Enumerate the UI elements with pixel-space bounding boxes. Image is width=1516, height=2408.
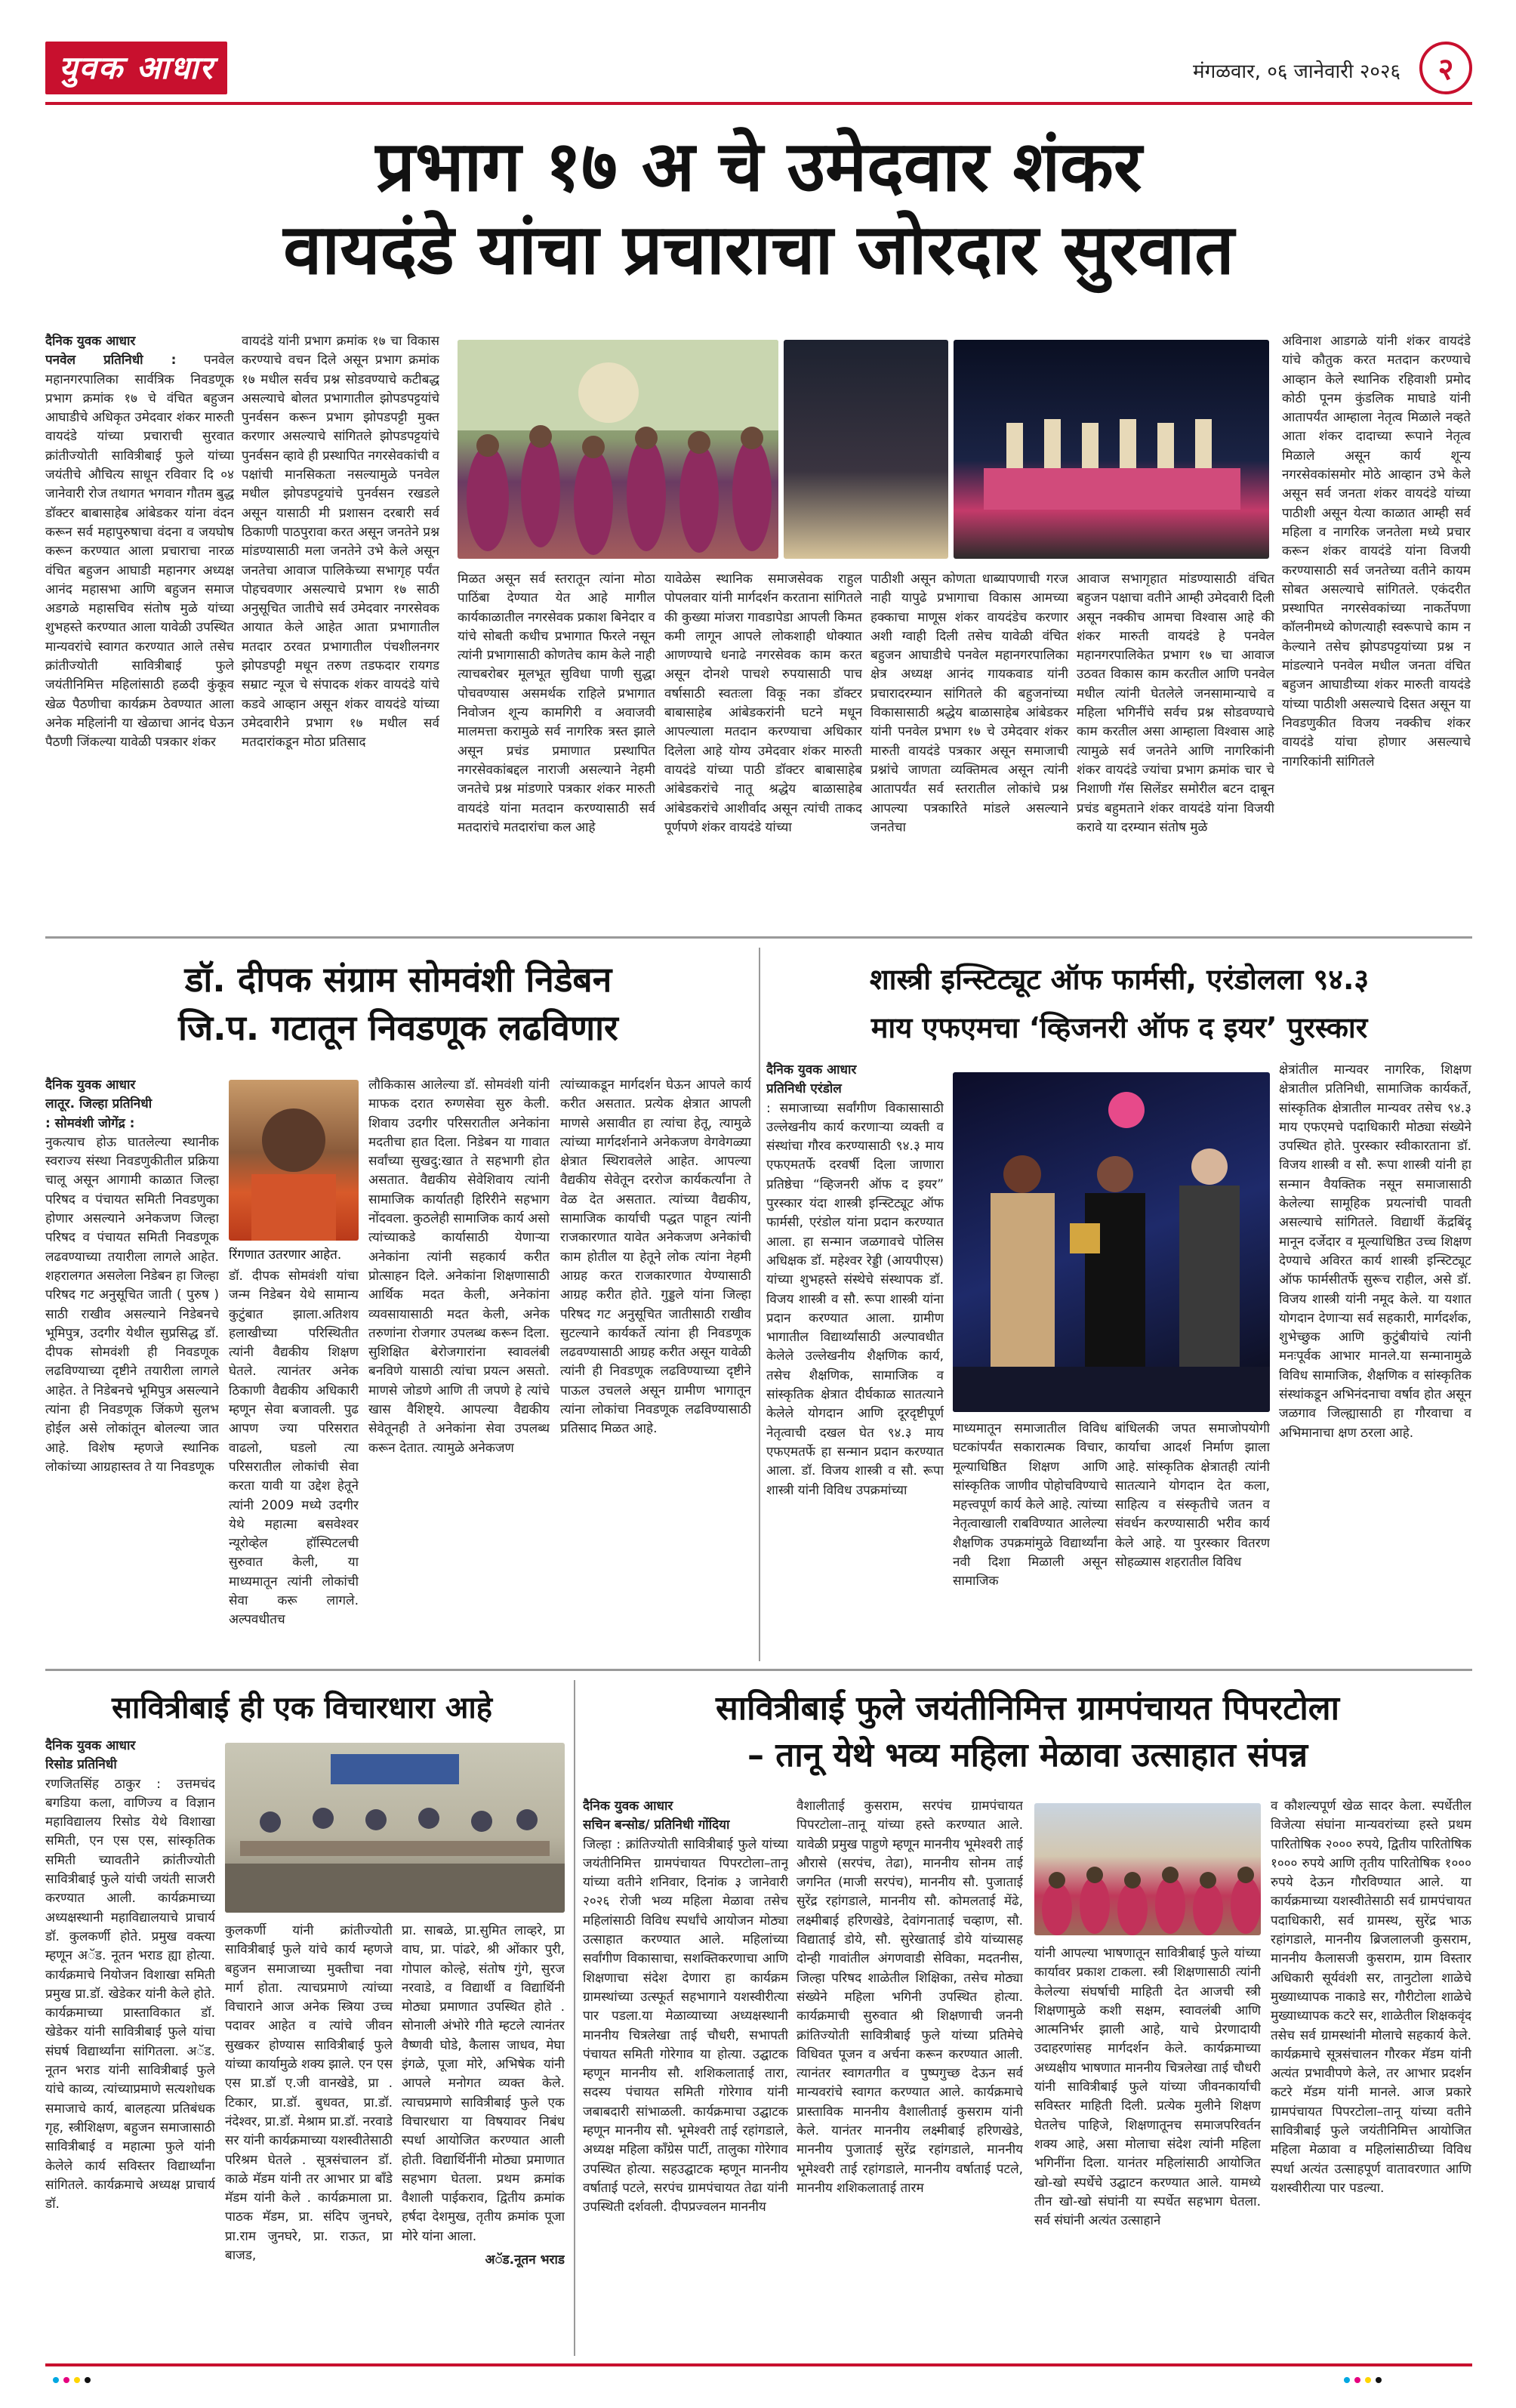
award-illustration: [953, 1072, 1270, 1412]
page-number: २: [1419, 42, 1472, 94]
color-registration-marks: [53, 2377, 143, 2388]
story2-col1-text: नुकत्याच होऊ घातलेल्या स्थानीक स्वराज्य संस्था निवडणुकीतील प्रक्रिया चालू असून आगामी काळात जिल्हा परिषद व पंचायत समिती निवडणुका होणार असल्याने अनेकजण जिल्हा परिषद व पंचायत समिती निवडणूक लढवण्याच्या तयारीला लागले आहेत. शहरालगत असलेला निडेबन हा जिल्हा परिषद गट अनुसूचित जाती ( पुरुष ) साठी राखीव असल्याने निडेबनचे भूमिपुत्र, उदगीर येथील सुप्रसिद्ध डॉ. दीपक सोमवंशी ही निवडणूक लढविण्याच्या दृष्टीने तयारीला लागले आहेत. ते निडेबनचे भूमिपुत्र असल्याने त्यांना ही निवडणूक जिंकणे सुलभ होईल असे लोकांतून बोलल्या जात आहे. विशेष म्हणजे स्थानिक लोकांच्या आग्रहास्तव ते या निवडणूक: [45, 1134, 219, 1475]
story2-reporter: : सोमवंशी जोगेंद्र :: [45, 1115, 135, 1131]
story3-byline: दैनिक युवक आधार: [766, 1062, 857, 1078]
story1-column-5: पाठीशी असून कोणता धाब्यापणाची गरज नाही यापुढे प्रभागाचा विकास आमच्या हक्काचा माणूस शंकर वायदंडेच करणार अशी ग्वाही दिली तसेच यावेळी वंचित बहुजन आघाडीचे पनवेल महानगरपालिका क्षेत्र अध्यक्ष आनंद गायकवाड यांनी प्रचारादरम्यान सांगितले की बहुजनांच्या विकासासाठी श्रद्धेय बाळासाहेब आंबेडकर यांनी पनवेल प्रभाग १७ चे उमेदवार शंकर मारुती वायदंडे पत्रकार असून समाजाची प्रश्नांचे जाणता व्यक्तिमत्व असून त्यांनी आतापर्यंत सर्व स्तरातील लोकांचे प्रश्न आपल्या पत्रकारिते मांडले असल्याने जनतेचा: [870, 572, 1068, 835]
story1-photo-women-gathering: [458, 340, 778, 559]
story5-column-1: [583, 1797, 788, 2352]
story2-headline-line2: जि.प. गटातून निवडणूक लढविणार: [178, 1007, 618, 1048]
story3-column-2: माध्यमातून समाजातील विविध घटकांपर्यंत सकारात्मक विचार, मूल्याधिष्ठित शिक्षण आणि सांस्कृतिक जाणीव पोहोचविण्याचे महत्त्वपूर्ण कार्य केले आहे. त्यांच्या नेतृत्वाखाली राबविण्यात आलेल्या शैक्षणिक उपक्रमांमुळे विद्यार्थ्यांना नवी दिशा मिळाली असून सामाजिक: [953, 1421, 1108, 1589]
story4-dateline: रिसोड प्रतिनिधी: [45, 1757, 117, 1773]
story3-photo-award-ceremony: [953, 1072, 1270, 1412]
story2-headline: [45, 955, 751, 1052]
footer-rule: [45, 2363, 1472, 2366]
vertical-divider-2: [574, 1680, 575, 2356]
story5-headline-line2: – तानू येथे भव्य महिला मेळावा उत्साहात संपन्न: [747, 1736, 1308, 1774]
story1-byline: दैनिक युवक आधार: [45, 334, 136, 349]
section-divider-2: [45, 1669, 1472, 1671]
color-registration-marks-right: [1344, 2377, 1434, 2388]
women-group-illustration: [458, 340, 778, 559]
portrait-illustration: [229, 1080, 359, 1241]
story2-column-2: डॉ. दीपक सोमवंशी यांचा जन्म निडेबन येथे सामान्य कुटुंबात झाला.अतिशय हलाखीच्या परिस्थितीत त्यांनी वैद्यकीय शिक्षण घेतले. त्यानंतर अनेक ठिकाणी वैद्यकीय अधिकारी म्हणून सेवा बजावली. पुढ आपण ज्या परिसरात वाढलो, घडलो त्या परिसरातील लोकांची सेवा करता यावी या उद्देश हेतूने त्यांनी 2009 मध्ये उदगीर येथे महात्मा बसवेश्वर न्यूरोव्हेल हॉस्पिटलची सुरुवात केली, या माध्यमातून त्यांनी लोकांची सेवा करू लागले. अल्पवधीतच: [229, 1269, 359, 1628]
story5-column-2: वैशालीताई कुसराम, सरपंच ग्रामपंचायत पिपरटोला–तानू यांच्या हस्ते करण्यात आले. यावेळी प्रमुख पाहुणे म्हणून माननीय भूमेश्वरी ताई औरासे (सरपंच, तेढा), माननीय सोनम ताई जगनित (माजी सरपंच), माननीय सौ. पुजाताई सुरेंद्र रहांगडाले, माननीय सौ. कोमलताई मेंढे, लक्ष्मीबाई हरिणखेडे, देवांगनाताई चव्हाण, सौ. विद्याताई डोये, सौ. सुरेखाताई डोये यांच्यासह दोन्ही गावांतील अंगणवाडी सेविका, मदतनीस, जिल्हा परिषद शाळेतील शिक्षिका, तसेच मोठ्या संख्येने महिला भगिनी उपस्थित होत्या. कार्यक्रमाची सुरुवात श्री शिक्षणाची जननी क्रांतिज्योती सावित्रीबाई फुले यांच्या प्रतिमेचे विधिवत पूजन व अर्चना करून करण्यात आली. त्यानंतर स्वागतगीत व पुष्पगुच्छ देऊन सर्व मान्यवरांचे स्वागत करण्यात आले. कार्यक्रमाचे प्रास्ताविक माननीय वैशालीताई कुसराम यांनी केले. यानंतर माननीय लक्ष्मीबाई हरिणखेडे, माननीय पुजाताई सुरेंद्र रहांगडाले, माननीय भूमेश्वरी ताई रहांगडाले, माननीय वर्षाताई पटले, माननीय शशिकलाताई तारम: [797, 1799, 1023, 2196]
story2-dateline: लातूर. जिल्हा प्रतिनिधी: [45, 1096, 153, 1112]
story5-photo-women-gathering: [1034, 1803, 1261, 1935]
women-meeting-illustration: [1034, 1803, 1261, 1935]
story5-headline-line1: सावित्रीबाई फुले जयंतीनिमित्त ग्रामपंचायत पिपरटोला: [715, 1689, 1340, 1728]
story4-col3-text: प्रा. साबळे, प्रा.सुमित लाव्हरे, प्रा वाघ, प्रा. पांढरे, श्री ओंकार पुरी, गोपाल कोल्हे, संतोष गुंगे, सुरज नरवाडे, व विद्यार्थी व विद्यार्थिनी मोठ्या प्रमाणात उपस्थित होते . सोनाली अंभोरे गीते म्हटले त्यानंतर वैष्णवी घोडे, कैलास जाधव, मेघा इंगळे, पूजा मोरे, अभिषेक यांनी आपले मनोगत व्यक्त केले. त्याचप्रमाणे सावित्रीबाई फुले एक विचारधारा या विषयावर निबंध स्पर्धा आयोजित करण्यात आली होती. विद्यार्थिनींनी मोठ्या प्रमाणात सहभाग घेतला. प्रथम क्रमांक वैशाली पाईकराव, द्वितीय क्रमांक हर्षदा देशमुख, तृतीय क्रमांक पूजा मोरे यांना आला.: [402, 1923, 565, 2244]
story1-headline: [45, 125, 1472, 291]
story1-col1-text: पनवेल महानगरपालिका सार्वत्रिक निवडणूक प्रभाग क्रमांक १७ चे वंचित बहुजन आघाडीचे अधिकृत उमेदवार शंकर मारुती वायदंडे यांच्या प्रचाराची सुरवात क्रांतीज्योती सावित्रीबाई फुले यांच्या जयंतीचे औचित्य साधून रविवार दि ०४ जानेवारी रोज तथागत भगवान गौतम बुद्ध डॉक्टर बाबासाहेब आंबेडकर यांना वंदन करून सर्व महापुरुषाचा वंदना व जयघोष करून करण्यात आला प्रचाराचा नारळ वंचित बहुजन आघाडी महानगर अध्यक्ष आनंद महासभा आणि बहुजन समाज अडगळे महासचिव संतोष मुळे यांच्या शुभहस्ते करण्यात आला यावेळी उपस्थित मान्यवरांचे स्वागत करण्यात आले तसेच क्रांतीज्योती सावित्रीबाई फुले जयंतीनिमित्त महिलांसाठी हळदी कुंकूव खेळ पैठणीचा कार्यक्रम ठेवण्यात आला अनेक महिलांनी या खेळाचा आनंद घेऊन पैठणी जिंकल्या यावेळी पत्रकार शंकर: [45, 353, 234, 751]
story1-column-3: मिळत असून सर्व स्तरातून त्यांना मोठा पाठिंबा देण्यात येत आहे मागील कार्यकाळातील नगरसेवक प्रकाश बिनेदार व यांचे सोबती कधीच प्रभागात फिरले नसून त्यांनी प्रभागासाठी कोणतेच काम केले नाही त्याचबरोबर मूलभूत सुविधा पाणी सुद्धा पोचवण्यास असमर्थक राहिले प्रभागात निवोजन शून्य कामगिरी व अवाजवी मालमत्ता करामुळे सर्व नागरिक त्रस्त झाले असून प्रचंड प्रमाणात प्रस्थापित नगरसेवकांबद्दल नाराजी असल्याने नेहमी जनतेचे प्रश्न मांडणारे पत्रकार शंकर मारुती वायदंडे यांना मतदान करण्यासाठी सर्व मतदारांचे मतदारांचा कल आहे: [458, 572, 655, 835]
story1-column-2: वायदंडे यांनी प्रभाग क्रमांक १७ चा विकास करण्याचे वचन दिले असून प्रभाग क्रमांक १७ मधील सर्वच प्रश्न सोडवण्याचे कटीबद्ध असल्याचे बोलत प्रभागातील झोपडपट्टयांचे पुनर्वसन करून प्रभाग झोपडपट्टी मुक्त करणार असल्याचे सांगितले झोपडपट्टयांचे पुनर्वसन व्हावे ही प्रस्थापित नगरसेवकांची व पक्षांची मानसिकता नसल्यामुळे पनवेल मधील झोपडपट्टयांचे पुनर्वसन रखडले असून यासाठी मी प्रशासन दरबारी सर्व ठिकाणी पाठपुरावा करत असून जनतेने प्रश्न मांडण्यासाठी मला जनतेने उभे केले असून जनतेचा आवाज पालिकेच्या सभागृह पर्यंत पोहचवणार असल्याचे प्रभाग १७ साठी अनुसूचित जातीचे सर्व उमेदवार नगरसेवक आयात केले आहेत आता प्रभागातील मतदार ठरवत प्रभागातील पंचशीलनगर झोपडपट्टी मधून तरुण तडफदार रायगड सम्राट न्यूज चे संपादक शंकर वायदंडे यांचे कडवे आव्हान असून शंकर वायदंडे यांच्या उमेदवारीने प्रभाग १७ मधील सर्व मतदारांकडून मोठा प्रतिसाद: [242, 334, 439, 751]
story4-col1-text: रणजितसिंह ठाकुर : उत्तमचंद बगडिया कला, वाणिज्य व विज्ञान महाविद्यालय रिसोड येथे विशाखा समिती, एन एस एस, सांस्कृतिक समिती च्यावतीने क्रांतीज्योती सावित्रीबाई फुले यांची जयंती साजरी करण्यात आली. कार्यक्रमाच्या अध्यक्षस्थानी महाविद्यालयाचे प्राचार्य डॉ. कुलकर्णी होते. प्रमुख वक्त्या म्हणून अॅड. नूतन भराड ह्या होत्या. कार्यक्रमाचे नियोजन विशाखा समिती प्रमुख प्रा.डॉ. खेडेकर यांनी केले होते. कार्यक्रमाच्या प्रास्ताविकात डॉ. खेडेकर यांनी सावित्रीबाई फुले यांचा संघर्ष विद्यार्थ्यांना सांगितला. अॅड. नूतन भराड यांनी सावित्रीबाई फुले यांचे काव्य, त्यांच्याप्रमाणे सत्यशोधक समाजाचे कार्य, बालहत्या प्रतिबंधक गृह, स्त्रीशिक्षण, बहुजन समाजासाठी सावित्रीबाई व महात्मा फुले यांनी केलेले कार्य सविस्तर विद्यार्थ्यांना सांगितले. कार्यक्रमाचे अध्यक्ष प्राचार्य डॉ.: [45, 1776, 215, 2212]
story2-column-1: [45, 1076, 219, 1661]
story1-headline-line2: वायदंडे यांचा प्रचाराचा जोरदार सुरवात: [283, 208, 1234, 290]
story3-column-4: क्षेत्रांतील मान्यवर नागरिक, शिक्षण क्षेत्रातील प्रतिनिधी, सामाजिक कार्यकर्ते, सांस्कृतिक क्षेत्रातील मान्यवर तसेच ९४.३ माय एफएमचे पदाधिकारी मोठ्या संख्येने उपस्थित होते. पुरस्कार स्वीकारताना डॉ. विजय शास्त्री व सौ. रूपा शास्त्री यांनी हा सन्मान वैयक्तिक नसून समाजासाठी केलेल्या सामूहिक प्रयत्नांची पावती असल्याचे सांगितले. विद्यार्थी केंद्रबिंदू मानून दर्जेदार व मूल्याधिष्ठित उच्च शिक्षण देण्याचे अविरत कार्य शास्त्री इन्स्टिट्यूट ऑफ फार्मसीतर्फे सुरूच राहील, असे डॉ. विजय शास्त्री यांनी नमूद केले. या यशात योगदान देणाऱ्या सर्व सहकारी, मार्गदर्शक, शुभेच्छुक आणि कुटुंबीयांचे त्यांनी मनःपूर्वक आभार मानले.या सन्मानामुळे विविध सामाजिक, शैक्षणिक व सांस्कृतिक संस्थांकडून अभिनंदनाचा वर्षाव होत असून जळगाव जिल्ह्यासाठी हा गौरवाचा व अभिमानाचा क्षण ठरला आहे.: [1279, 1062, 1471, 1441]
story3-headline-line1: शास्त्री इन्स्टिट्यूट ऑफ फार्मसी, एरंडोलला ९४.३: [869, 963, 1370, 996]
story2-column-3: लौकिकास आलेल्या डॉ. सोमवंशी यांनी माफक दरात रुग्णसेवा सुरु केली. शिवाय उदगीर परिसरातील अनेकांना मदतीचा हात दिला. निडेबन या गावात सर्वांच्या सुखदु:खात ते सहभागी होत असतात. वैद्यकीय सेवेशिवाय त्यांनी सामाजिक कार्यातही हिरिरीने सहभाग नोंदवला. कुठलेही सामाजिक कार्य असो त्यांच्याकडे कार्यासाठी येणाऱ्या अनेकांना त्यांनी सहकार्य करीत प्रोत्साहन दिले. अनेकांना शिक्षणासाठी आर्थिक मदत केली, अनेकांना व्यवसायासाठी मदत केली, अनेक तरुणांना रोजगार उपलब्ध करून दिला. सुशिक्षित बेरोजगारांना स्वावलंबी बनविणे यासाठी त्यांचा प्रयत्न असतो. माणसे जोडणे आणि ती जपणे हे त्यांचे खास वैशिष्ट्ये. आपल्या वैद्यकीय सेवेतूनही ते अनेकांना सेवा उपलब्ध करून देतात. त्यामुळे अनेकजण: [368, 1078, 550, 1456]
story2-portrait-photo: [229, 1080, 359, 1241]
newspaper-logo: युवक आधार: [45, 42, 227, 94]
story1-dateline: पनवेल प्रतिनिधी :: [45, 353, 177, 368]
story3-headline-line2: माय एफएमचा ‘व्हिजनरी ऑफ द इयर’ पुरस्कार: [870, 1011, 1368, 1044]
story4-signature: अॅड.नूतन भराड: [485, 2252, 565, 2268]
story1-photo-night-crowd: [784, 340, 948, 559]
story3-column-1: [766, 1061, 944, 1661]
issue-date: मंगळवार, ०६ जानेवारी २०२६: [1193, 60, 1400, 83]
story2-column-4: त्यांच्याकडून मार्गदर्शन घेऊन आपले कार्य करीत असतात. प्रत्येक क्षेत्रात आपली माणसे असावीत हा त्यांचा हेतू, त्यामुळे त्यांच्या मार्गदर्शनाने अनेकजण वेगवेगळ्या क्षेत्रात स्थिरावलेले आहेत. आपल्या वैद्यकीय सेवेतून दररोज कार्यकर्त्यांना ते वेळ देत असतात. त्यांच्या वैद्यकीय, सामाजिक कार्याची पद्धत पाहून त्यांनी राजकारणात यावेत अनेकजण अनेकांची काम होतील या हेतूने लोक त्यांना नेहमी आग्रह करत राजकारणात येण्यासाठी आग्रह करीत होते. गुड्डले यांना जिल्हा परिषद गट अनुसूचित जातीसाठी राखीव सुटल्याने कार्यकर्ते त्यांना ही निवडणूक लढवण्यासाठी आग्रह करीत असून यावेळी त्यांनी ही निवडणूक लढविण्याच्या दृष्टीने पाऊल उचलले असून ग्रामीण भागातून त्यांना लोकांचा निवडणूक लढविण्यासाठी प्रतिसाद मिळत आहे.: [560, 1078, 751, 1437]
story1-photo-stage-event: [954, 340, 1269, 559]
story3-column-3: बांधिलकी जपत समाजोपयोगी कार्याचा आदर्श निर्माण झाला आहे. सांस्कृतिक क्षेत्रातही त्यांनी सातत्याने योगदान देत कला, साहित्य व संस्कृतीचे जतन व संवर्धन करण्यासाठी भरीव कार्य केले आहे. या पुरस्कार वितरण सोहळ्यास शहरातील विविध: [1115, 1421, 1270, 1571]
story5-dateline: सचिन बन्सोड/ प्रतिनिधी गोंदिया: [583, 1818, 730, 1833]
story3-col1-text: : समाजाच्या सर्वांगीण विकासासाठी उल्लेखनीय कार्य करणाऱ्या व्यक्ती व संस्थांचा गौरव करण्यासाठी ९४.३ माय एफएमतर्फे दरवर्षी दिला जाणारा प्रतिष्ठेचा “व्हिजनरी ऑफ द इयर” पुरस्कार यंदा शास्त्री इन्स्टिट्यूट ऑफ फार्मसी, एरंडोल यांना प्रदान करण्यात आला. हा सन्मान जळगावचे पोलिस अधिक्षक डॉ. महेश्वर रेड्डी (आयपीएस) यांच्या शुभहस्ते संस्थेचे संस्थापक डॉ. विजय शास्त्री व सौ. रूपा शास्त्री यांना प्रदान करण्यात आला. ग्रामीण भागातील विद्यार्थ्यांसाठी अल्पावधीत केलेले उल्लेखनीय शैक्षणिक कार्य, तसेच शैक्षणिक, सामाजिक व सांस्कृतिक क्षेत्रात दीर्घकाळ सातत्याने केलेले योगदान आणि दूरदृष्टीपूर्ण नेतृत्वाची दखल घेत ९४.३ माय एफएमतर्फे हा सन्मान प्रदान करण्यात आला. डॉ. विजय शास्त्री व सौ. रूपा शास्त्री यांनी विविध उपक्रमांच्या: [766, 1100, 944, 1498]
section-divider: [45, 936, 1472, 939]
college-event-illustration: [225, 1743, 565, 1913]
story5-column-3: यांनी आपल्या भाषणातून सावित्रीबाई फुले यांच्या कार्यावर प्रकाश टाकला. स्त्री शिक्षणासाठी त्यांनी केलेल्या संघर्षाची माहिती देत आजची स्त्री शिक्षणामुळे कशी सक्षम, स्वावलंबी आणि आत्मनिर्भर झाली आहे, याचे प्रेरणादायी उदाहरणांसह मार्गदर्शन केले. कार्यक्रमाच्या अध्यक्षीय भाषणात माननीय चित्रलेखा ताई चौधरी यांनी सावित्रीबाई फुले यांच्या जीवनकार्याची सविस्तर माहिती दिली. प्रत्येक मुलीने शिक्षण घेतलेच पाहिजे, शिक्षणातूनच समाजपरिवर्तन शक्य आहे, असा मोलाचा संदेश त्यांनी महिला भगिनींना दिला. यानंतर महिलांसाठी आयोजित खो-खो स्पर्धेचे उद्घाटन करण्यात आले. यामध्ये तीन खो-खो संघांनी या स्पर्धेत सहभाग घेतला. सर्व संघांनी अत्यंत उत्साहाने: [1034, 1946, 1261, 2229]
story5-col1-text: जिल्हा : क्रांतिज्योती सावित्रीबाई फुले यांच्या जयंतीनिमित्त ग्रामपंचायत पिपरटोला–तानू यांच्या वतीने शनिवार, दिनांक ३ जानेवारी २०२६ रोजी भव्य महिला मेळावा तसेच महिलांसाठी विविध स्पर्धांचे आयोजन मोठ्या उत्साहात करण्यात आले. महिलांच्या सर्वांगीण विकासाचा, सशक्तिकरणाचा आणि शिक्षणाचा संदेश देणारा हा कार्यक्रम ग्रामस्थांच्या उत्स्फूर्त सहभागाने यशस्वीरीत्या पार पडला.या मेळाव्याच्या अध्यक्षस्थानी माननीय चित्रलेखा ताई चौधरी, सभापती पंचायत समिती गोरेगाव या होत्या. उद्घाटक म्हणून माननीय सौ. शशिकलाताई तारा, सदस्य पंचायत समिती गोरेगाव यांनी जबाबदारी सांभाळली. कार्यक्रमाचा उद्घाटक म्हणून माननीय सौ. भूमेश्वरी ताई रहांगडाले, अध्यक्ष महिला काँग्रेस पार्टी, तालुका गोरेगाव उपस्थित होत्या. सहउद्घाटक म्हणून माननीय वर्षाताई पटले, सरपंच ग्रामपंचायत तेढा यांनी उपस्थिती दर्शवली. दीपप्रज्वलन माननीय: [583, 1836, 788, 2215]
story2-headline-line1: डॉ. दीपक संग्राम सोमवंशी निडेबन: [184, 959, 612, 1000]
story1-column-1: [45, 332, 234, 929]
story1-col1-body: [45, 351, 234, 752]
story4-headline: सावित्रीबाई ही एक विचारधारा आहे: [112, 1691, 492, 1725]
story4-column-3: [402, 1922, 565, 2352]
story4-photo-college-event: [225, 1743, 565, 1913]
story5-byline: दैनिक युवक आधार: [583, 1799, 673, 1814]
story1-column-6: आवाज सभागृहात मांडण्यासाठी वंचित बहुजन पक्षाचा वतीने आम्ही उमेदवारी दिली असून नक्कीच आमचा विश्वास आहे की शंकर मारुती वायदंडे हे पनवेल महानगरपालिकेत प्रभाग १७ चा आवाज उठवत विकास काम करतील आणि पनवेल मधील त्यांनी घेतलेले जनसामान्याचे व महिला भगिनींचे सर्वच प्रश्न सोडवण्याचे काम करतील असा आम्हाला विश्वास आहे त्यामुळे सर्व जनतेने आणि नागरिकांनी शंकर वायदंडे ज्यांचा प्रभाग क्रमांक चार चे निशाणी गॅस सिलेंडर समोरील बटन दाबून प्रचंड बहुमताने शंकर वायदंडे यांना विजयी करावे या दरम्यान संतोष मुळे: [1077, 572, 1274, 835]
story4-column-1: [45, 1737, 215, 2352]
story1-headline-line1: प्रभाग १७ अ चे उमेदवार शंकर: [375, 125, 1142, 207]
story4-byline: दैनिक युवक आधार: [45, 1738, 136, 1753]
story2-caption: रिंगणात उतरणार आहेत.: [229, 1247, 342, 1263]
story1-column-4: यावेळेस स्थानिक समाजसेवक राहुल पोपलवार यांनी मार्गदर्शन करताना सांगितले की कुख्या मांजरा गावडापेडा आपली किमत कमी लागून आपले लोकशाही धोक्यात आणण्याचे धनाढे नगरसेवक काम करत असून दोनशे पाचशे रुपयासाठी पाच वर्षासाठी स्वतःला विकू नका डॉक्टर बाबासाहेब आंबेडकरांनी घटने मधून आपल्याला मतदान करण्याचा अधिकार दिलेला आहे योग्य उमेदवार शंकर मारुती वायदंडे यांच्या पाठी डॉक्टर बाबासाहेब आंबेडकरांचे नातू श्रद्धेय बाळासाहेब आंबेडकरांचे आशीर्वाद असून त्यांची ताकद पूर्णपणे शंकर वायदंडे यांच्या: [664, 572, 862, 835]
stage-illustration: [954, 340, 1269, 559]
vertical-divider: [759, 948, 760, 1661]
story5-column-4: व कौशल्यपूर्ण खेळ सादर केला. स्पर्धेतील विजेत्या संघांना मान्यवरांच्या हस्ते प्रथम पारितोषिक २००० रुपये, द्वितीय पारितोषिक १००० रुपये आणि तृतीय पारितोषिक १००० रुपये देऊन गौरविण्यात आले. या कार्यक्रमाच्या यशस्वीतेसाठी सर्व ग्रामपंचायत पदाधिकारी, सर्व ग्रामस्थ, सुरेंद्र भाऊ रहांगडाले, माननीय ब्रिजलालजी कुसराम, माननीय कैलासजी कुसराम, ग्राम विस्तार अधिकारी सूर्यवंशी सर, तानुटोला शाळेचे मुख्याध्यापक नाकाडे सर, गौरीटोला शाळेचे मुख्याध्यापक कटरे सर, शाळेतील शिक्षकवृंद तसेच सर्व ग्रामस्थांनी मोलाचे सहकार्य केले. कार्यक्रमाचे सूत्रसंचालन गौरकर मॅडम यांनी अत्यंत प्रभावीपणे केले, तर आभार प्रदर्शन कटरे मॅडम यांनी मानले. आज प्रकारे ग्रामपंचायत पिपरटोला–तानू यांच्या वतीने सावित्रीबाई फुले जयंतीनिमित्त आयोजित महिला मेळावा व महिलांसाठीच्या विविध स्पर्धा अत्यंत उत्साहपूर्ण वातावरणात आणि यशस्वीरीत्या पार पडल्या.: [1271, 1799, 1471, 2196]
story5-headline: [583, 1685, 1472, 1779]
story3-dateline: प्रतिनिधी एरंडोल: [766, 1081, 842, 1097]
story2-byline: दैनिक युवक आधार: [45, 1078, 136, 1093]
masthead: [45, 42, 1472, 105]
story4-column-2: कुलकर्णी यांनी क्रांतीज्योती सावित्रीबाई फुले यांचे कार्य म्हणजे बहुजन समाजाच्या मुक्तीचा नवा मार्ग होता. त्याचप्रमाणे त्यांच्या विचाराने आज अनेक स्त्रिया उच्च पदावर आहेत व त्यांचे जीवन सुखकर होण्यास सावित्रीबाई फुले यांच्या कार्यामुळे शक्य झाले. एन एस एस प्रा.डॉ ए.जी वानखेडे, प्रा . टिकार, प्रा.डॉ. बुधवत, प्रा.डॉ. नंदेश्वर, प्रा.डॉ. मेश्राम प्रा.डॉ. नरवाडे सर यांनी कार्यक्रमाच्या यशस्वीतेसाठी परिश्रम घेतले . सूत्रसंचालन डॉ. काळे मॅडम यांनी तर आभार प्रा बाँडे मॅडम यांनी केले . कार्यक्रमाला प्रा. पाठक मॅडम, प्रा. संदिप जुनघरे, प्रा.राम जुनघरे, प्रा. राऊत, प्रा बाजड,: [225, 1923, 393, 2264]
story1-column-7: अविनाश आडगळे यांनी शंकर वायदंडे यांचे कौतुक करत मतदान करण्याचे आव्हान केले स्थानिक रहिवाशी प्रमोद कोठी पूनम कुंडलिक माघाडे यांनी आतापर्यंत आम्हाला नेतृत्व मिळाले नव्हते आता शंकर दादाच्या रूपाने नेतृत्व मिळाले असून कार्य शून्य नगरसेवकांसमोर मोठे आव्हान उभे केले असून सर्व जनता शंकर वायदंडे यांच्या पाठीशी असून येत्या काळात आम्ही सर्व महिला व नागरिक जनतेला मध्ये प्रचार करून शंकर वायदंडे यांना विजयी करण्यासाठी सर्व जनतेच्या वतीने कायम सोबत असल्याचे सांगितले. एकंदरीत प्रस्थापित नगरसेवकांच्या नाकर्तेपणा कॉलनीमध्ये कोणत्याही स्वरूपाचे काम न केल्याने तसेच झोपडपट्टयांच्या प्रश्न न मांडल्याने पनवेल मधील जनता वंचित बहुजन आघाडीच्या शंकर मारुती वायदंडे यांच्या पाठीशी असल्याचे दिसत असून या निवडणुकीत विजय नक्कीच शंकर वायदंडे यांचा होणार असल्याचे नागरिकांनी सांगितले: [1282, 334, 1471, 769]
story3-headline: [766, 955, 1472, 1052]
